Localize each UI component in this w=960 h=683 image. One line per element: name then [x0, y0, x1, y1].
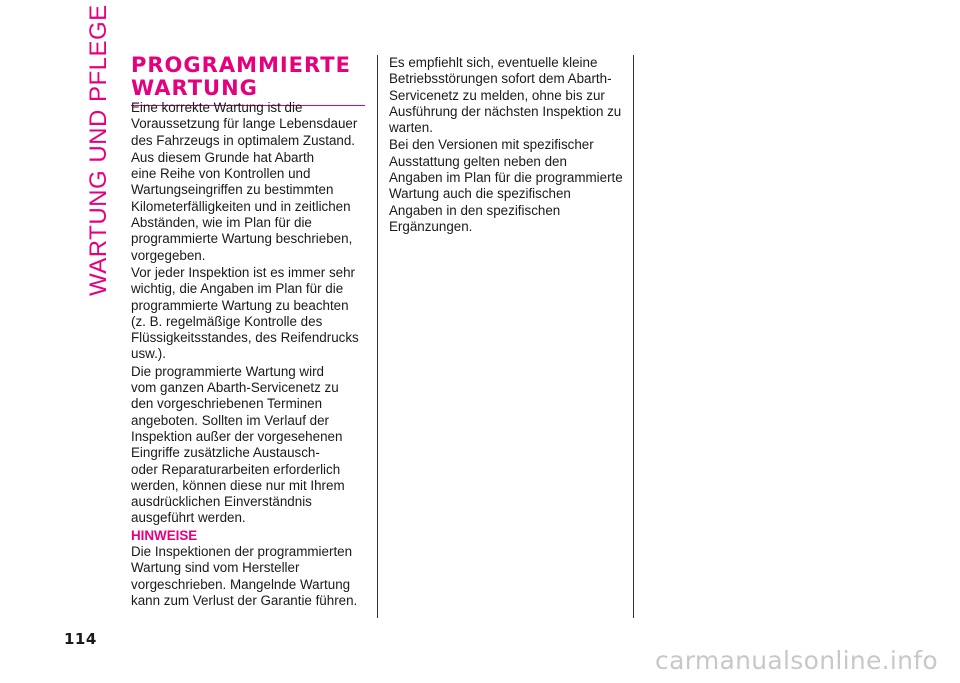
text-line: eine Reihe von Kontrollen und	[131, 166, 311, 182]
column-divider	[633, 55, 634, 618]
text-line: Ergänzungen.	[389, 218, 473, 234]
text-line: Abständen, wie im Plan für die	[131, 215, 312, 231]
text-line: Die programmierte Wartung wird	[131, 363, 324, 379]
text-line: Flüssigkeitsstandes, des Reifendrucks	[131, 330, 359, 346]
page-number: 114	[64, 630, 97, 648]
text-line: den vorgeschriebenen Terminen	[131, 396, 323, 412]
paragraph	[389, 137, 627, 235]
text-line: Vor jeder Inspektion ist es immer sehr	[131, 264, 356, 280]
note-paragraph	[131, 544, 367, 609]
text-line: angeboten. Sollten im Verlauf der	[131, 412, 330, 428]
text-line: programmierte Wartung zu beachten	[131, 297, 349, 313]
paragraph	[131, 265, 367, 363]
text-line: Die Inspektionen der programmierten	[131, 544, 353, 560]
text-line: (z. B. regelmäßige Kontrolle des	[131, 313, 323, 329]
text-line: Kilometerfälligkeiten und in zeitlichen	[131, 198, 351, 214]
text-line: Es empfiehlt sich, eventuelle kleine	[389, 55, 598, 70]
paragraph	[131, 364, 367, 527]
text-line: warten.	[389, 120, 433, 136]
text-line: Wartung sind vom Hersteller	[131, 560, 300, 576]
text-line: wichtig, die Angaben im Plan für die	[131, 281, 344, 297]
text-line: usw.).	[131, 346, 166, 362]
text-line: Wartung auch die spezifischen	[389, 186, 571, 202]
text-column-right	[389, 55, 627, 236]
text-line: Eine korrekte Wartung ist die	[131, 100, 303, 115]
text-line: kann zum Verlust der Garantie führen.	[131, 592, 358, 608]
page-heading	[131, 54, 365, 106]
heading-line: WARTUNG	[131, 76, 258, 100]
text-line: Servicenetz zu melden, ohne bis zur	[389, 87, 605, 103]
paragraph	[389, 55, 627, 136]
paragraph	[131, 100, 367, 149]
text-line: werden, können diese nur mit Ihrem	[131, 477, 345, 493]
text-line: ausgeführt werden.	[131, 510, 246, 526]
column-divider	[377, 55, 378, 618]
text-line: Ausstattung gelten neben den	[389, 153, 567, 169]
text-line: programmierte Wartung beschrieben,	[131, 231, 353, 247]
text-line: Voraussetzung für lange Lebensdauer	[131, 116, 358, 132]
section-title: WARTUNG UND PFLEGE	[85, 4, 112, 296]
text-line: Betriebsstörungen sofort dem Abarth-	[389, 71, 612, 87]
text-line: Ausführung der nächsten Inspektion zu	[389, 103, 622, 119]
text-line: Angaben in den spezifischen	[389, 202, 561, 218]
text-line: Eingriffe zusätzliche Austausch-	[131, 445, 320, 461]
text-line: Bei den Versionen mit spezifischer	[389, 137, 594, 153]
text-line: des Fahrzeugs in optimalem Zustand.	[131, 132, 356, 148]
text-line: Angaben im Plan für die programmierte	[389, 170, 623, 186]
note-heading: HINWEISE	[131, 527, 198, 543]
text-line: vom ganzen Abarth-Servicenetz zu	[131, 380, 339, 396]
text-line: Wartungseingriffen zu bestimmten	[131, 182, 334, 198]
text-line: vorgegeben.	[131, 247, 206, 263]
text-column-left	[131, 100, 367, 610]
heading-line: PROGRAMMIERTE	[131, 53, 351, 77]
text-line: ausdrücklichen Einverständnis	[131, 494, 312, 510]
text-line: Aus diesem Grunde hat Abarth	[131, 149, 315, 165]
text-line: vorgeschrieben. Mangelnde Wartung	[131, 576, 351, 592]
text-line: Inspektion außer der vorgesehenen	[131, 428, 343, 444]
watermark: carmanualsonline.info	[655, 646, 938, 675]
paragraph	[131, 150, 367, 264]
text-line: oder Reparaturarbeiten erforderlich	[131, 461, 341, 477]
